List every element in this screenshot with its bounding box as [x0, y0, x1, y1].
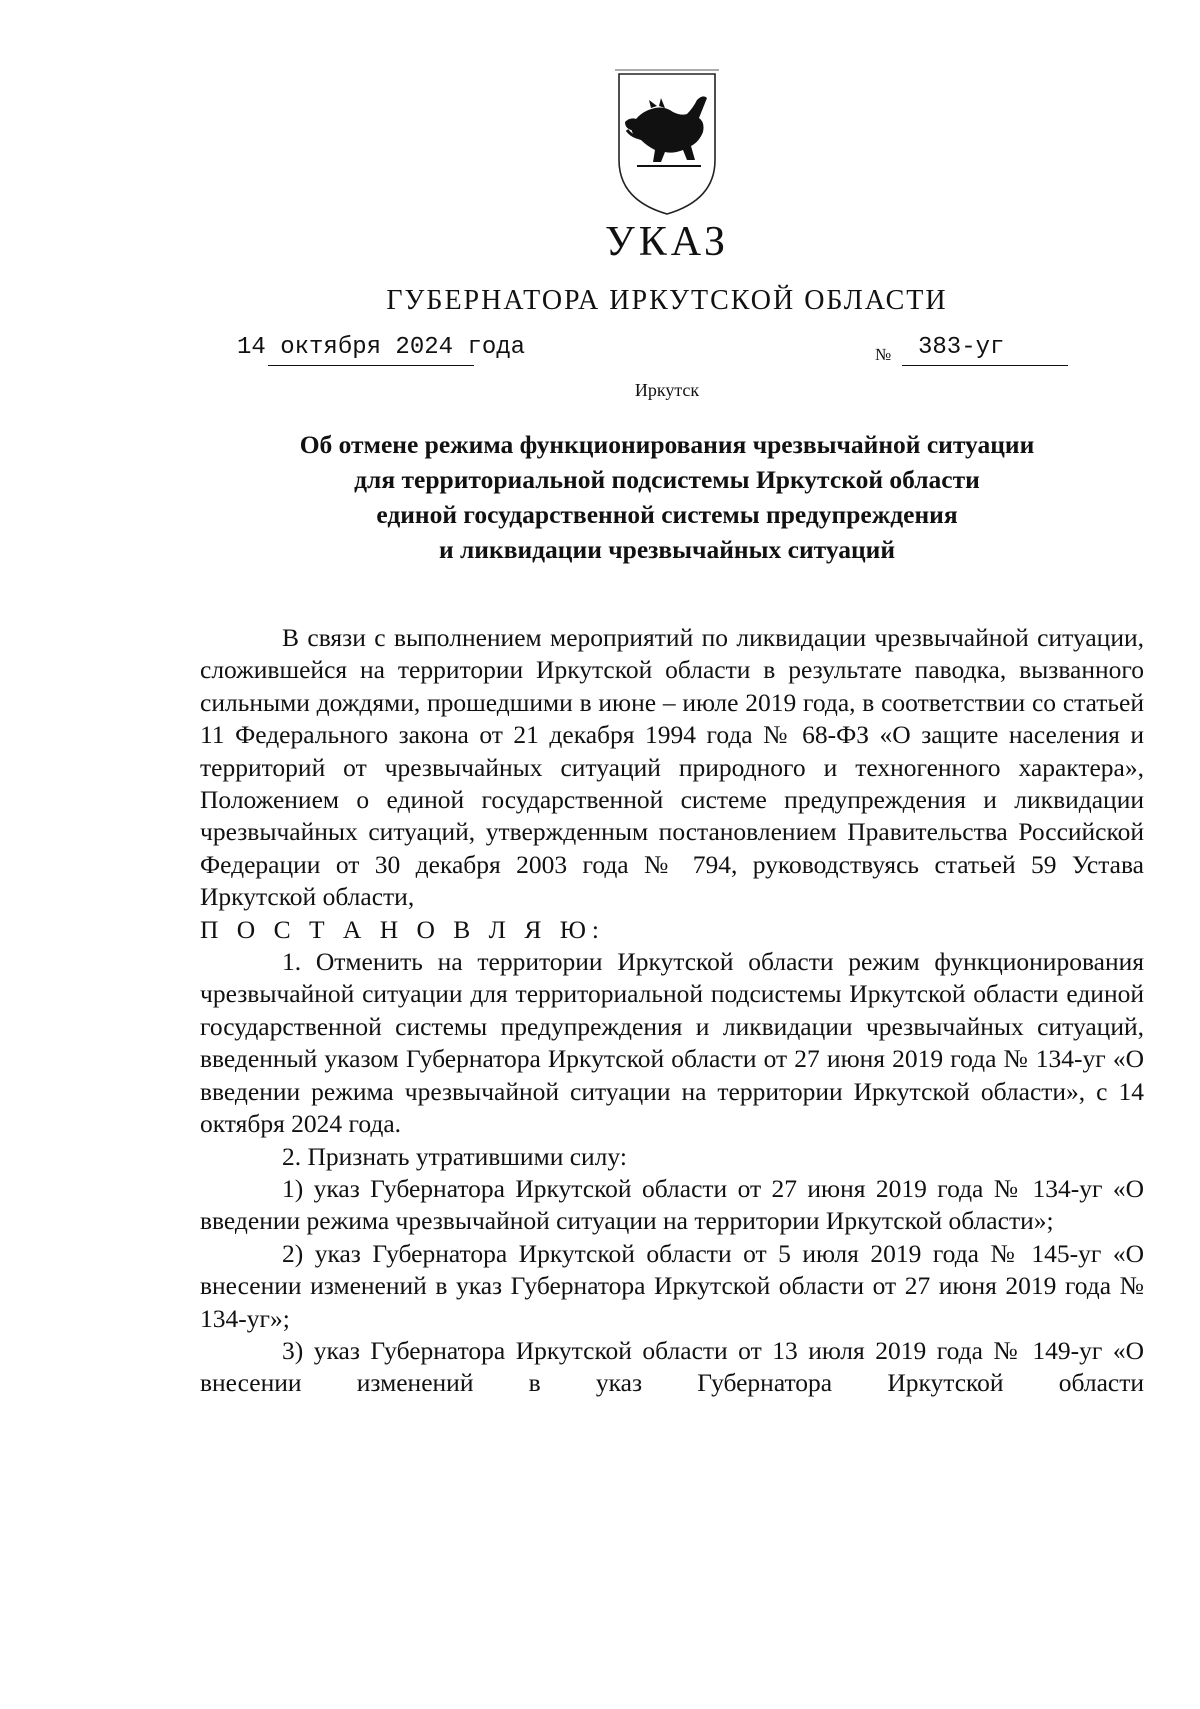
subitem-2-paragraph: 2) указ Губернатора Иркутской области от 5 июля 2019 года № 145-уг «О внесении изменений в указ Губернатора Иркутской области от 27 июня 2019 года № 134-уг»; [200, 1238, 1144, 1333]
subitem-3-paragraph: 3) указ Губернатора Иркутской области от 13 июля 2019 года № 149-уг «О внесении изменений в указ Губернатора Иркутской области [200, 1335, 1144, 1398]
number-underline [902, 365, 1068, 366]
decree-body [200, 622, 1144, 1400]
heading-line: и ликвидации чрезвычайных ситуаций [438, 535, 896, 564]
decree-heading [200, 427, 1134, 567]
number-sign: № [875, 345, 892, 364]
decree-number: 383-уг [918, 334, 1005, 361]
date-underline [268, 365, 474, 366]
heading-line: для территориальной подсистемы Иркутской области [354, 465, 980, 494]
decree-date: 14 октября 2024 года [237, 334, 526, 361]
document-title: УКАЗ [604, 219, 730, 265]
subitem-1-paragraph: 1) указ Губернатора Иркутской области от 27 июня 2019 года № 134-уг «О введении режима чрезвычайной ситуации на территории Иркутской области»; [200, 1173, 1144, 1236]
item-2-paragraph: 2. Признать утратившими силу: [282, 1141, 627, 1171]
coat-of-arms-emblem [607, 68, 727, 218]
decree-word: П О С Т А Н О В Л Я Ю: [200, 914, 606, 944]
issuer-title: ГУБЕРНАТОРА ИРКУТСКОЙ ОБЛАСТИ [386, 285, 948, 316]
preamble-paragraph: В связи с выполнением мероприятий по ликвидации чрезвычайной ситуации, сложившейся на территории Иркутской области в результате паводка, вызванного сильными дождями, прошедшими в июне – июле 2019 года, в соответствии со статьей 11 Федерального закона от 21 декабря 1994 года № 68-ФЗ «О защите населения и территорий от чрезвычайных ситуаций природного и техногенного характера», Положением о единой государственной системе предупреждения и ликвидации чрезвычайных ситуаций, утвержденным постановлением Правительства Российской Федерации от 30 декабря 2003 года № 794, руководствуясь статьей 59 Устава Иркутской области, [200, 623, 1144, 912]
heading-line: единой государственной системы предупреждения [376, 500, 958, 529]
city-label: Иркутск [634, 380, 700, 400]
heading-line: Об отмене режима функционирования чрезвычайной ситуации [299, 430, 1035, 459]
item-1-paragraph: 1. Отменить на территории Иркутской области режим функционирования чрезвычайной ситуации для территориальной подсистемы Иркутской области единой государственной системы предупреждения и ликвидации чрезвычайных ситуаций, введенный указом Губернатора Иркутской области от 27 июня 2019 года № 134-уг «О введении режима чрезвычайной ситуации на территории Иркутской области», с 14 октября 2024 года. [200, 947, 1144, 1139]
